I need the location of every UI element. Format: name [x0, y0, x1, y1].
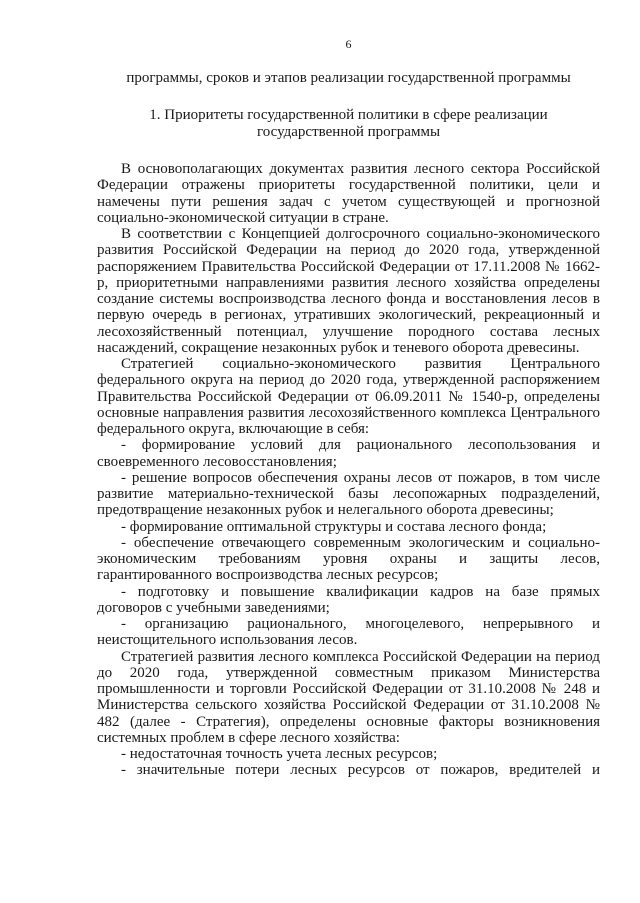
list-item: - организацию рационального, многоцелевого, непрерывного и неистощительного использования лесов.: [97, 616, 600, 649]
paragraph: В соответствии с Концепцией долгосрочного социально-экономического развития Российской Федерации на период до 2020 года, утвержденной распоряжением Правительства Российской Федерации от 17.11.2008 № 1662-р, приоритетными направлениями развития лесного хозяйства определены создание системы воспроизводства лесного фонда и восстановления лесов в первую очередь в регионах, утративших экологический, рекреационный и лесохозяйственный потенциал, улучшение породного состава лесных насаждений, сокращение незаконных рубок и теневого оборота древесины.: [97, 226, 600, 356]
list-item: - решение вопросов обеспечения охраны лесов от пожаров, в том числе развитие материально-технической базы лесопожарных подразделений, предотвращение незаконных рубок и нелегального оборота древесины;: [97, 469, 600, 519]
section-heading: 1. Приоритеты государственной политики в сфере реализации государственной программы: [149, 107, 548, 140]
paragraph: Стратегией развития лесного комплекса Российской Федерации на период до 2020 года, утвержденной совместным приказом Министерства промышленности и торговли Российской Федерации от 31.10.2008 № 248 и Министерства сельского хозяйства Российской Федерации от 31.10.2008 № 482 (далее - Стратегия), определены основные факторы возникновения системных проблем в сфере лесного хозяйства:: [97, 648, 600, 746]
list-item: - формирование оптимальной структуры и состава лесного фонда;: [121, 518, 547, 535]
page-number: 6: [345, 37, 352, 51]
paragraph: Стратегией социально-экономического развития Центрального федерального округа на период до 2020 года, утвержденной распоряжением Правительства Российской Федерации от 06.09.2011 № 1540-р, определены основные направления развития лесохозяйственного комплекса Центрального федерального округа, включающие в себя:: [97, 356, 600, 437]
list-item: - обеспечение отвечающего современным экологическим и социально-экономическим требованиям уровня охраны и защиты лесов, гарантированного воспроизводства лесных ресурсов;: [97, 534, 600, 584]
list-item: - значительные потери лесных ресурсов от пожаров, вредителей и: [121, 762, 600, 779]
list-item: - недостаточная точность учета лесных ресурсов;: [121, 746, 438, 762]
paragraph: В основополагающих документах развития лесного сектора Российской Федерации отражены приоритеты государственной политики, цели и намечены пути решения задач с учетом существующей и прогнозной социально-экономической ситуации в стране.: [97, 161, 600, 226]
heading-continuation: программы, сроков и этапов реализации государственной программы: [126, 70, 571, 86]
list-item: - формирование условий для рационального лесопользования и своевременного лесовосстановления;: [97, 437, 600, 470]
body-text: [97, 161, 600, 779]
list-item: - подготовку и повышение квалификации кадров на базе прямых договоров с учебными заведениями;: [97, 583, 600, 616]
